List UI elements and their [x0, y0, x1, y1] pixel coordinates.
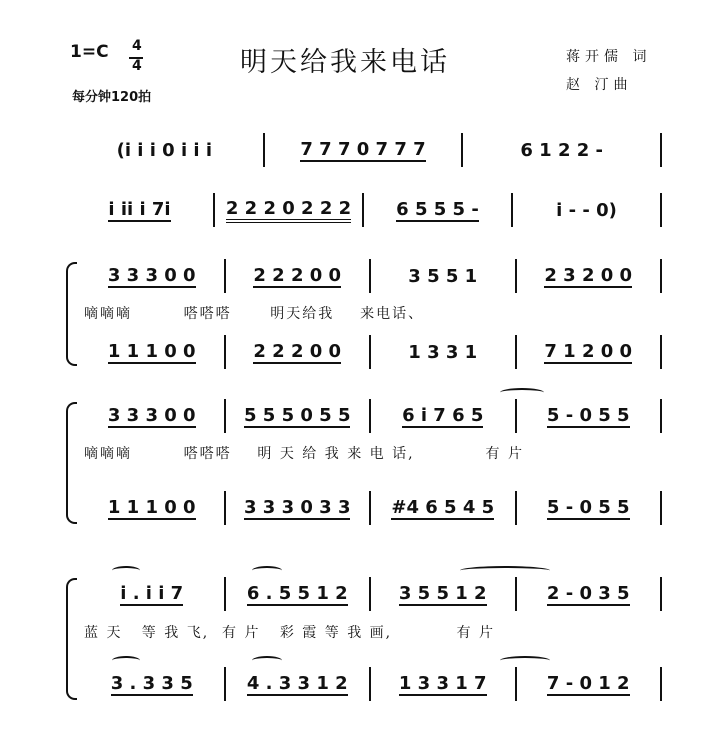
note-group: 3 3 3 0 0	[107, 404, 196, 426]
measure	[226, 666, 370, 702]
system-3-top	[80, 576, 662, 620]
note-group: 5 - 0 5 5	[546, 404, 630, 426]
note-group: 1 3 3 1	[408, 341, 478, 363]
bar-line	[660, 577, 662, 611]
note-group: #4 6 5 4 5	[391, 496, 495, 518]
lyric-line: 嘀嘀嘀 嗒嗒嗒 明 天 给 我 来 电 话, 有 片	[84, 446, 524, 462]
note-group: 3 5 5 1	[408, 265, 478, 287]
tie-arc	[112, 656, 140, 665]
staff-row	[80, 490, 662, 526]
measure	[80, 258, 224, 294]
tempo-marking: 每分钟120拍	[72, 90, 152, 105]
bar-line	[660, 667, 662, 701]
staff-row	[80, 334, 662, 370]
composer-credit: 赵 汀曲	[566, 77, 633, 93]
note-group: 4 . 3 3 1 2	[246, 672, 348, 694]
note-group: 7 7 7 0 7 7 7	[300, 138, 426, 160]
measure	[371, 666, 515, 702]
note-group: 6 5 5 5 -	[396, 198, 479, 220]
measure	[215, 192, 362, 228]
measure	[66, 132, 263, 168]
note-group: 7 1 2 0 0	[544, 340, 633, 362]
measure	[517, 334, 661, 370]
measure	[66, 192, 213, 228]
staff-row	[80, 258, 662, 294]
tie-arc	[252, 656, 282, 665]
measure	[80, 334, 224, 370]
measure	[463, 132, 660, 168]
note-group: 6 . 5 5 1 2	[246, 582, 348, 604]
note-group: i - - 0)	[556, 199, 617, 221]
note-group: 2 2 2 0 2 2 2	[226, 198, 351, 223]
tie-arc	[112, 566, 140, 575]
staff-row	[80, 666, 662, 702]
tie-arc	[500, 656, 550, 665]
system-1-bottom	[80, 334, 662, 378]
note-group: 3 3 3 0 0	[107, 264, 196, 286]
bar-line	[660, 259, 662, 293]
measure	[226, 576, 370, 612]
measure	[517, 490, 661, 526]
system-brace	[66, 262, 77, 366]
staff-row	[80, 398, 662, 434]
lyric-line: 蓝 天 等 我 飞, 有 片 彩 霞 等 我 画, 有 片	[84, 625, 496, 641]
measure	[517, 398, 661, 434]
measure	[226, 398, 370, 434]
measure	[517, 576, 661, 612]
measure	[517, 666, 661, 702]
measure	[80, 666, 224, 702]
note-group: 6 1 2 2 -	[520, 139, 603, 161]
key-signature: 1=C	[70, 42, 109, 62]
staff-row	[80, 576, 662, 612]
tie-arc	[460, 566, 550, 575]
bar-line	[660, 399, 662, 433]
measure	[364, 192, 511, 228]
song-title: 明天给我来电话	[240, 47, 450, 78]
time-signature-top: 4	[132, 38, 142, 54]
measure	[80, 398, 224, 434]
intro-row-2	[66, 192, 662, 228]
note-group: 1 3 3 1 7	[398, 672, 487, 694]
time-signature-bottom: 4	[132, 58, 142, 74]
system-3-bottom	[80, 666, 662, 710]
note-group: 3 5 5 1 2	[398, 582, 487, 604]
measure	[80, 490, 224, 526]
intro-row-1	[66, 132, 662, 168]
note-group: 1 1 1 0 0	[107, 496, 196, 518]
system-brace	[66, 402, 77, 524]
note-group: i ii i 7i	[108, 198, 171, 220]
measure	[80, 576, 224, 612]
note-group: 2 3 2 0 0	[544, 264, 633, 286]
measure	[371, 576, 515, 612]
note-group: 3 3 3 0 3 3	[244, 496, 351, 518]
system-brace	[66, 578, 77, 700]
measure	[371, 398, 515, 434]
system-2-bottom	[80, 490, 662, 534]
system-2-top	[80, 398, 662, 442]
lyric-line: 嘀嘀嘀 嗒嗒嗒 明天给我 来电话、	[84, 306, 425, 322]
measure	[265, 132, 462, 168]
measure	[226, 334, 370, 370]
lyricist-credit: 蒋开儒 词	[566, 49, 652, 65]
bar-line	[660, 133, 662, 167]
measure	[513, 192, 660, 228]
intro-line-2	[66, 192, 662, 236]
measure	[517, 258, 661, 294]
note-group: 2 2 2 0 0	[253, 340, 342, 362]
note-group: (i i i 0 i i i	[116, 139, 213, 161]
note-group: 6 i 7 6 5	[402, 404, 484, 426]
intro-line-1	[66, 132, 662, 176]
bar-line	[660, 491, 662, 525]
measure	[371, 334, 515, 370]
tie-arc	[252, 566, 282, 575]
bar-line	[660, 335, 662, 369]
measure	[371, 258, 515, 294]
note-group: 7 - 0 1 2	[546, 672, 630, 694]
tie-arc	[500, 388, 544, 397]
measure	[226, 258, 370, 294]
note-group: 5 5 5 0 5 5	[244, 404, 351, 426]
note-group: 1 1 1 0 0	[107, 340, 196, 362]
measure	[371, 490, 515, 526]
note-group: 2 2 2 0 0	[253, 264, 342, 286]
system-1-top	[80, 258, 662, 302]
note-group: 3 . 3 3 5	[110, 672, 193, 694]
bar-line	[660, 193, 662, 227]
note-group: 2 - 0 3 5	[546, 582, 630, 604]
measure	[226, 490, 370, 526]
note-group: 5 - 0 5 5	[546, 496, 630, 518]
note-group: i . i i 7	[120, 582, 184, 604]
